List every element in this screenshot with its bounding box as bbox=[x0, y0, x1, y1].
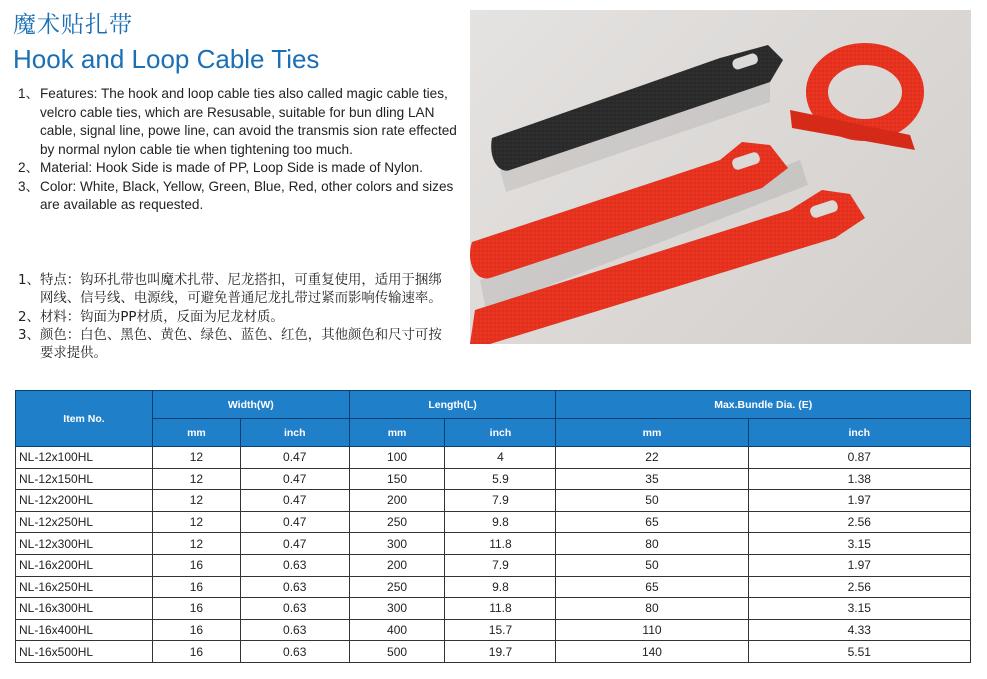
table-cell: 50 bbox=[556, 490, 748, 512]
table-unit-row bbox=[16, 419, 971, 447]
features-cn bbox=[18, 272, 453, 363]
item-number-cell: NL-16x400HL bbox=[16, 619, 153, 641]
table-cell: 12 bbox=[153, 447, 241, 469]
item-number-cell: NL-12x150HL bbox=[16, 468, 153, 490]
feature-number: 1、 bbox=[18, 86, 40, 101]
cable-ties-illustration bbox=[470, 10, 971, 344]
table-cell: 7.9 bbox=[445, 490, 556, 512]
item-number-cell: NL-16x200HL bbox=[16, 554, 153, 576]
table-cell: 0.63 bbox=[240, 554, 349, 576]
table-cell: 0.63 bbox=[240, 641, 349, 663]
table-cell: 250 bbox=[349, 511, 445, 533]
header-bundle-dia: Max.Bundle Dia. (E) bbox=[556, 391, 971, 419]
table-cell: 16 bbox=[153, 554, 241, 576]
feature-number: 1、 bbox=[18, 273, 40, 288]
table-cell: 16 bbox=[153, 576, 241, 598]
table-cell: 5.9 bbox=[445, 468, 556, 490]
page-title-cn: 魔术贴扎带 bbox=[13, 12, 133, 38]
feature-text: 材料：钩面为PP材质，反面为尼龙材质。 bbox=[40, 309, 284, 325]
table-cell: 65 bbox=[556, 511, 748, 533]
item-number-cell: NL-16x300HL bbox=[16, 598, 153, 620]
table-cell: 500 bbox=[349, 641, 445, 663]
table-row bbox=[16, 554, 971, 576]
table-cell: 0.47 bbox=[240, 468, 349, 490]
feature-item bbox=[18, 178, 468, 215]
feature-item-cn bbox=[18, 272, 453, 309]
item-number-cell: NL-12x250HL bbox=[16, 511, 153, 533]
red-loop-strap bbox=[790, 54, 915, 150]
table-row bbox=[16, 641, 971, 663]
header-unit: inch bbox=[748, 419, 971, 447]
table-cell: 12 bbox=[153, 533, 241, 555]
table-cell: 150 bbox=[349, 468, 445, 490]
header-width: Width(W) bbox=[153, 391, 350, 419]
specs-table bbox=[15, 390, 971, 663]
table-cell: 7.9 bbox=[445, 554, 556, 576]
table-cell: 3.15 bbox=[748, 598, 971, 620]
table-cell: 11.8 bbox=[445, 598, 556, 620]
feature-text: Material: Hook Side is made of PP, Loop Side is made of Nylon. bbox=[40, 160, 423, 175]
feature-number: 2、 bbox=[18, 309, 40, 325]
header-unit: inch bbox=[240, 419, 349, 447]
header-item-no: Item No. bbox=[16, 391, 153, 447]
table-row bbox=[16, 576, 971, 598]
table-cell: 19.7 bbox=[445, 641, 556, 663]
features-en bbox=[18, 85, 468, 215]
table-cell: 65 bbox=[556, 576, 748, 598]
table-cell: 15.7 bbox=[445, 619, 556, 641]
feature-item bbox=[18, 85, 468, 159]
table-row bbox=[16, 598, 971, 620]
table-cell: 400 bbox=[349, 619, 445, 641]
table-cell: 22 bbox=[556, 447, 748, 469]
table-cell: 12 bbox=[153, 490, 241, 512]
table-cell: 3.15 bbox=[748, 533, 971, 555]
table-cell: 2.56 bbox=[748, 511, 971, 533]
table-body bbox=[16, 447, 971, 663]
table-cell: 140 bbox=[556, 641, 748, 663]
table-cell: 100 bbox=[349, 447, 445, 469]
table-cell: 200 bbox=[349, 554, 445, 576]
table-cell: 50 bbox=[556, 554, 748, 576]
table-row bbox=[16, 468, 971, 490]
feature-text: 特点：钩环扎带也叫魔术扎带、尼龙搭扣，可重复使用，适用于捆绑网线、信号线、电源线，可避免普通尼龙扎带过紧而影响传输速率。 bbox=[40, 273, 442, 307]
table-cell: 16 bbox=[153, 619, 241, 641]
page-title-en: Hook and Loop Cable Ties bbox=[13, 44, 320, 74]
item-number-cell: NL-12x200HL bbox=[16, 490, 153, 512]
table-cell: 80 bbox=[556, 598, 748, 620]
header-unit: inch bbox=[445, 419, 556, 447]
table-cell: 1.97 bbox=[748, 554, 971, 576]
table-row bbox=[16, 619, 971, 641]
feature-number: 3、 bbox=[18, 327, 40, 343]
table-cell: 0.47 bbox=[240, 490, 349, 512]
table-cell: 300 bbox=[349, 533, 445, 555]
table-row bbox=[16, 533, 971, 555]
header-unit: mm bbox=[153, 419, 241, 447]
product-photo bbox=[470, 10, 971, 344]
table-cell: 35 bbox=[556, 468, 748, 490]
header-unit: mm bbox=[556, 419, 748, 447]
header-length: Length(L) bbox=[349, 391, 556, 419]
table-cell: 1.38 bbox=[748, 468, 971, 490]
table-cell: 300 bbox=[349, 598, 445, 620]
table-cell: 250 bbox=[349, 576, 445, 598]
feature-text: 颜色：白色、黑色、黄色、绿色、蓝色、红色，其他颜色和尺寸可按要求提供。 bbox=[40, 327, 442, 362]
table-cell: 4 bbox=[445, 447, 556, 469]
table-cell: 9.8 bbox=[445, 511, 556, 533]
item-number-cell: NL-12x300HL bbox=[16, 533, 153, 555]
table-header-row bbox=[16, 391, 971, 419]
table-cell: 2.56 bbox=[748, 576, 971, 598]
table-cell: 16 bbox=[153, 598, 241, 620]
item-number-cell: NL-16x500HL bbox=[16, 641, 153, 663]
feature-item bbox=[18, 159, 468, 178]
feature-item-cn bbox=[18, 327, 453, 364]
feature-item-cn bbox=[18, 309, 453, 327]
item-number-cell: NL-12x100HL bbox=[16, 447, 153, 469]
table-cell: 0.87 bbox=[748, 447, 971, 469]
feature-text: Color: White, Black, Yellow, Green, Blue, Red, other colors and sizes are available as requested. bbox=[40, 178, 454, 212]
table-row bbox=[16, 511, 971, 533]
table-cell: 12 bbox=[153, 511, 241, 533]
feature-number: 2、 bbox=[18, 160, 40, 175]
table-cell: 0.47 bbox=[240, 511, 349, 533]
item-number-cell: NL-16x250HL bbox=[16, 576, 153, 598]
feature-number: 3、 bbox=[18, 178, 40, 194]
table-cell: 1.97 bbox=[748, 490, 971, 512]
table-cell: 110 bbox=[556, 619, 748, 641]
table-cell: 11.8 bbox=[445, 533, 556, 555]
table-row bbox=[16, 447, 971, 469]
table-row bbox=[16, 490, 971, 512]
header-unit: mm bbox=[349, 419, 445, 447]
table-cell: 9.8 bbox=[445, 576, 556, 598]
table-cell: 0.63 bbox=[240, 598, 349, 620]
table-cell: 0.47 bbox=[240, 447, 349, 469]
feature-text: Features: The hook and loop cable ties also called magic cable ties, velcro cable ties, which are Resusable, suitable for bun dling LAN cable, signal line, powe line, can avoid the transmis sion rate effected by normal nylon cable tie when tightening too much. bbox=[40, 86, 457, 157]
table-cell: 16 bbox=[153, 641, 241, 663]
table-cell: 0.47 bbox=[240, 533, 349, 555]
table-cell: 5.51 bbox=[748, 641, 971, 663]
table-cell: 80 bbox=[556, 533, 748, 555]
table-cell: 200 bbox=[349, 490, 445, 512]
table-cell: 4.33 bbox=[748, 619, 971, 641]
table-cell: 0.63 bbox=[240, 619, 349, 641]
table-cell: 12 bbox=[153, 468, 241, 490]
table-cell: 0.63 bbox=[240, 576, 349, 598]
